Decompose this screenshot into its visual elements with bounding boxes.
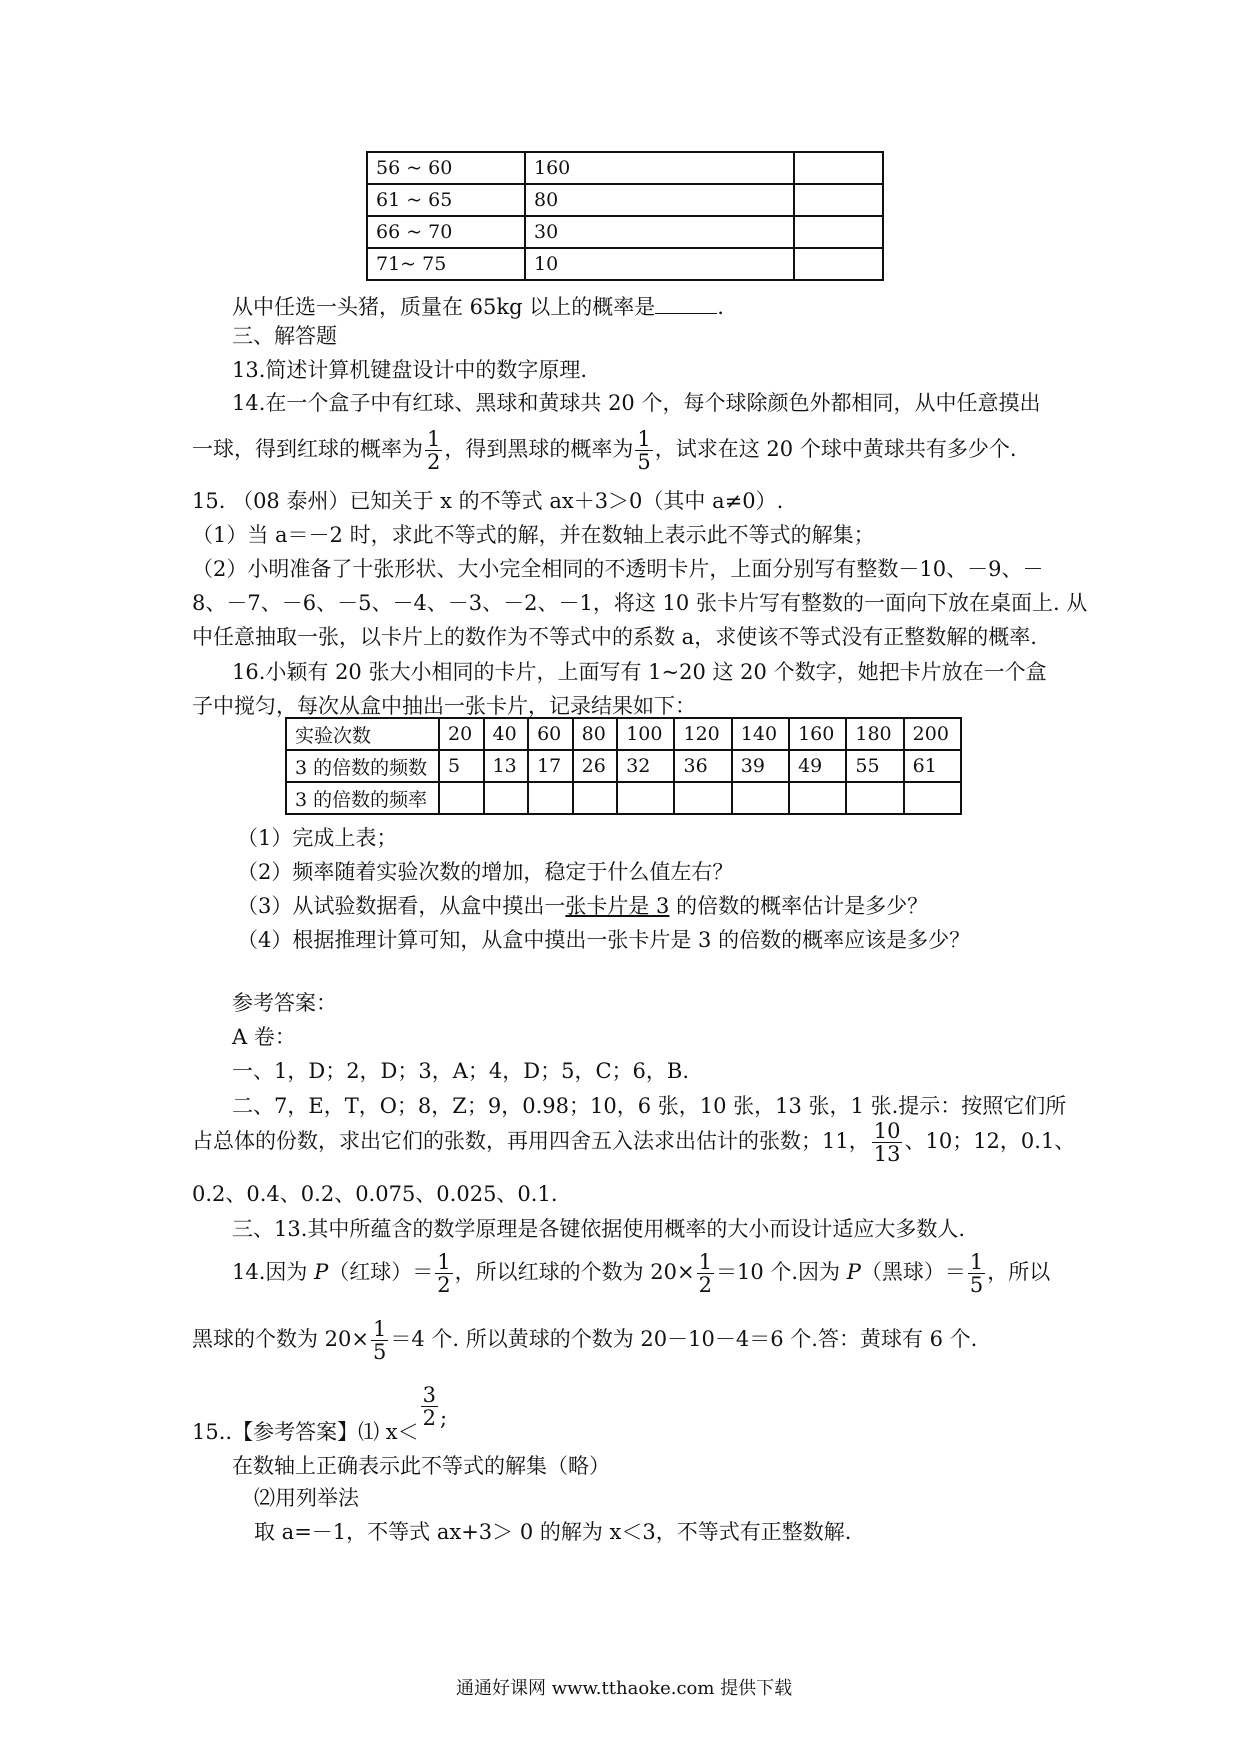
fraction-numerator: 1 (373, 1317, 387, 1341)
answers-part2-text-b: 、10；12，0.1、 (904, 1129, 1076, 1154)
table-cell: 71~ 75 (367, 248, 525, 280)
fraction-one-fifth (635, 428, 652, 473)
fraction-one-half (435, 1251, 452, 1296)
table-cell: 61 (904, 750, 961, 782)
table-cell (732, 782, 789, 814)
answer14-line2 (192, 1318, 977, 1363)
fraction-ten-thirteenths (872, 1120, 903, 1165)
answers-part2-line2 (192, 1120, 1075, 1165)
fraction-denominator: 5 (637, 450, 651, 475)
answers-part2-text-a: 占总体的份数，求出它们的张数，再用四舍五入法求出估计的张数；11， (192, 1129, 870, 1154)
answer-blank (655, 295, 717, 314)
fraction-denominator: 2 (427, 450, 441, 475)
q14-line2 (192, 428, 1017, 473)
answers-title: 参考答案： (232, 991, 337, 1015)
table-cell: 13 (484, 750, 529, 782)
table-cell: 5 (439, 750, 484, 782)
answer15-prefix: 15..【参考答案】⑴ x＜ (192, 1420, 419, 1445)
answer14-line1 (232, 1251, 1050, 1296)
table-row (367, 184, 883, 216)
q14-text-b: ，得到黑球的概率为 (444, 437, 634, 462)
table-cell: 20 (439, 718, 484, 750)
fraction-denominator: 5 (969, 1273, 984, 1298)
q13: 13.简述计算机键盘设计中的数字原理. (232, 358, 588, 382)
table-cell (439, 782, 484, 814)
q15-line5: 中任意抽取一张，以卡片上的数作为不等式中的系数 a，求使该不等式没有正整数解的概率. (192, 625, 1037, 649)
q16-sub4: （4）根据推理计算可知，从盒中摸出一张卡片是 3 的倍数的概率应该是多少？ (237, 928, 971, 952)
table-cell (789, 782, 846, 814)
q12-tail (232, 295, 724, 318)
weight-frequency-table (366, 151, 884, 281)
table-cell (528, 782, 573, 814)
q16-line2: 子中搅匀，每次从盒中抽出一张卡片，记录结果如下： (192, 694, 696, 718)
table-cell: 49 (789, 750, 846, 782)
table-cell: 30 (525, 216, 794, 248)
table-cell: 200 (904, 718, 961, 750)
table-row (286, 718, 961, 750)
table-row (286, 782, 961, 814)
q14-text-c: ，试求在这 20 个球中黄球共有多少个. (654, 437, 1017, 462)
table-cell (794, 248, 883, 280)
probability-symbol: P (846, 1260, 861, 1285)
table-cell: 120 (674, 718, 731, 750)
table-cell: 17 (528, 750, 573, 782)
q16-sub3-underlined: 张卡片是 3 (565, 894, 670, 918)
table-cell: 80 (573, 718, 618, 750)
fraction-denominator: 13 (873, 1142, 901, 1167)
q12-text: 从中任选一头猪，质量在 65kg 以上的概率是 (232, 295, 656, 319)
q16-sub2: （2）频率随着实验次数的增加，稳定于什么值左右？ (237, 860, 734, 884)
answer14-text-d: ＝10 个.因为 (715, 1260, 847, 1285)
answer14-text-b: （红球）＝ (328, 1260, 434, 1285)
q15-line2: （1）当 a＝－2 时，求此不等式的解，并在数轴上表示此不等式的解集； (192, 523, 875, 547)
fraction-numerator: 1 (969, 1250, 984, 1274)
table-cell: 32 (617, 750, 674, 782)
table-cell: 实验次数 (286, 718, 439, 750)
table-cell: 66 ~ 70 (367, 216, 525, 248)
fraction-one-half (425, 428, 442, 473)
table-cell: 160 (789, 718, 846, 750)
fraction-numerator: 1 (427, 427, 441, 451)
answers-part1: 一、1，D；2，D；3，A；4，D；5，C；6，B. (232, 1059, 690, 1083)
fraction-one-half (697, 1251, 714, 1296)
table-cell (846, 782, 903, 814)
answer15-semicolon: ; (439, 1406, 448, 1431)
answer15-line4: 取 a=－1，不等式 ax+3＞ 0 的解为 x＜3，不等式有正整数解. (254, 1520, 852, 1544)
table-cell: 39 (732, 750, 789, 782)
table-cell: 3 的倍数的频率 (286, 782, 439, 814)
q16-sub3-text-a: （3）从试验数据看，从盒中摸出一 (237, 894, 566, 918)
fraction-numerator: 1 (637, 427, 651, 451)
table-cell: 100 (617, 718, 674, 750)
table-cell (794, 152, 883, 184)
fraction-one-fifth (371, 1318, 388, 1363)
q15-line3: （2）小明准备了十张形状、大小完全相同的不透明卡片，上面分别写有整数－10、－9、－ (192, 557, 1044, 581)
table-cell: 180 (846, 718, 903, 750)
q15-line1: 15. （08 泰州）已知关于 x 的不等式 ax＋3＞0（其中 a≠0）. (192, 489, 784, 513)
table-cell: 60 (528, 718, 573, 750)
table-cell: 40 (484, 718, 529, 750)
table-cell (904, 782, 961, 814)
answer14-line2-text-b: ＝4 个. 所以黄球的个数为 20－10－4＝6 个.答：黄球有 6 个. (390, 1327, 978, 1352)
fraction-denominator: 2 (437, 1273, 451, 1298)
q14-text-a: 一球，得到红球的概率为 (192, 437, 423, 462)
fraction-numerator: 1 (437, 1250, 451, 1274)
table-row (367, 152, 883, 184)
q12-end: . (717, 295, 724, 319)
q16-line1: 16.小颖有 20 张大小相同的卡片，上面写有 1~20 这 20 个数字，她把卡片放在一个盒 (232, 660, 1047, 684)
table-cell (674, 782, 731, 814)
table-cell: 36 (674, 750, 731, 782)
table-row (286, 750, 961, 782)
answer14-line2-text-a: 黑球的个数为 20× (192, 1327, 369, 1352)
table-row (367, 248, 883, 280)
fraction-numerator: 10 (873, 1119, 901, 1143)
table-cell (484, 782, 529, 814)
answer15-line2: 在数轴上正确表示此不等式的解集（略） (232, 1454, 610, 1478)
table-cell (573, 782, 618, 814)
table-row (367, 216, 883, 248)
table-cell: 3 的倍数的频数 (286, 750, 439, 782)
probability-symbol: P (314, 1260, 329, 1285)
table-cell: 80 (525, 184, 794, 216)
q15-line4: 8、－7、－6、－5、－4、－3、－2、－1，将这 10 张卡片写有整数的一面向下放在桌面上. 从 (192, 591, 1088, 615)
answer14-text-e: （黑球）＝ (860, 1260, 966, 1285)
fraction-numerator: 1 (698, 1250, 712, 1274)
table-cell (617, 782, 674, 814)
table-cell: 56 ~ 60 (367, 152, 525, 184)
answer14-text-c: ，所以红球的个数为 20× (454, 1260, 695, 1285)
table-cell: 26 (573, 750, 618, 782)
table-cell (794, 184, 883, 216)
table-cell: 55 (846, 750, 903, 782)
q14-line1: 14.在一个盒子中有红球、黑球和黄球共 20 个，每个球除颜色外都相同，从中任意摸出 (232, 391, 1041, 415)
fraction-denominator: 2 (698, 1273, 712, 1298)
fraction-one-fifth (968, 1251, 985, 1296)
fraction-three-halves (421, 1384, 438, 1429)
page-footer: 通通好课网 www.tthaoke.com 提供下载 (456, 1678, 793, 1699)
fraction-denominator: 2 (422, 1406, 436, 1431)
section3-title: 三、解答题 (232, 324, 337, 348)
table-cell: 10 (525, 248, 794, 280)
q16-sub1: （1）完成上表； (237, 826, 398, 850)
fraction-denominator: 5 (373, 1340, 387, 1365)
table-cell (794, 216, 883, 248)
answer14-text-f: ，所以 (987, 1260, 1051, 1285)
q16-sub3 (237, 896, 928, 917)
answer14-text-a: 14.因为 (232, 1260, 315, 1285)
answers-part3-13: 三、13.其中所蕴含的数学原理是各键依据使用概率的大小而设计适应大多数人. (232, 1217, 966, 1241)
answers-a-title: A 卷： (232, 1025, 296, 1049)
answer15-line3: ⑵用列举法 (254, 1486, 359, 1510)
answers-part2-line1: 二、7，E，T，O；8，Z；9，0.98；10，6 张，10 张，13 张，1 张.提示：按照它们所 (232, 1094, 1067, 1118)
table-cell: 160 (525, 152, 794, 184)
q16-sub3-text-b: 的倍数的概率估计是多少？ (669, 894, 929, 918)
table-cell: 140 (732, 718, 789, 750)
fraction-numerator: 3 (422, 1383, 436, 1407)
answer15-line1 (192, 1384, 447, 1443)
answers-part2-line3: 0.2、0.4、0.2、0.075、0.025、0.1. (192, 1182, 558, 1206)
table-cell: 61 ~ 65 (367, 184, 525, 216)
experiment-table (285, 717, 962, 815)
